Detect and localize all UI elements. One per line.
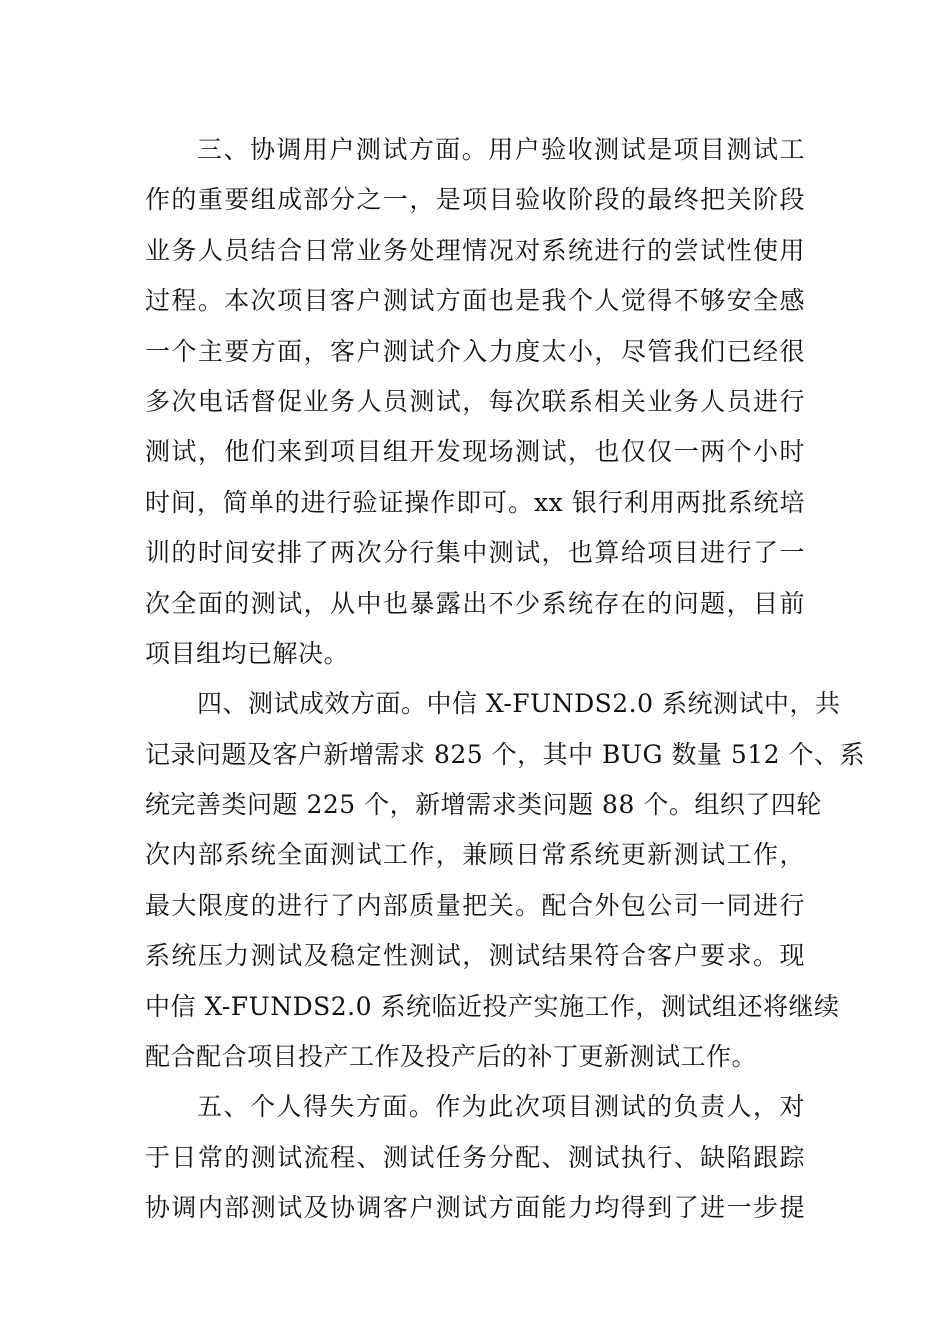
paragraph-test-results [145, 679, 866, 1082]
text-line: 配合配合项目投产工作及投产后的补丁更新测试工作。 [145, 1042, 758, 1072]
text-line: 测试，他们来到项目组开发现场测试，也仅仅一两个小时 [145, 437, 805, 467]
text-line: 业务人员结合日常业务处理情况对系统进行的尝试性使用 [145, 235, 805, 265]
text-line: 最大限度的进行了内部质量把关。配合外包公司一同进行 [145, 890, 805, 920]
text-line: 项目组均已解决。 [145, 638, 350, 668]
text-line: 协调内部测试及协调客户测试方面能力均得到了进一步提 [145, 1193, 805, 1223]
text-line: 时间，简单的进行验证操作即可。xx 银行利用两批系统培 [145, 487, 805, 517]
text-line: 四、测试成效方面。中信 X-FUNDS2.0 系统测试中，共 [197, 689, 841, 719]
text-line: 系统压力测试及稳定性测试，测试结果符合客户要求。现 [145, 941, 805, 971]
text-line: 一个主要方面，客户测试介入力度太小，尽管我们已经很 [145, 336, 805, 366]
text-line: 记录问题及客户新增需求 825 个，其中 BUG 数量 512 个、系 [145, 739, 866, 769]
document-page [145, 125, 866, 1234]
text-line: 多次电话督促业务人员测试，每次联系相关业务人员进行 [145, 386, 805, 416]
text-line: 训的时间安排了两次分行集中测试，也算给项目进行了一 [145, 538, 805, 568]
text-line: 中信 X-FUNDS2.0 系统临近投产实施工作，测试组还将继续 [145, 991, 840, 1021]
paragraph-personal-gains [145, 1082, 805, 1233]
text-line: 作的重要组成部分之一，是项目验收阶段的最终把关阶段 [145, 185, 805, 215]
text-line: 三、协调用户测试方面。用户验收测试是项目测试工 [197, 135, 805, 164]
text-line: 次全面的测试，从中也暴露出不少系统存在的问题，目前 [145, 588, 805, 618]
text-line: 于日常的测试流程、测试任务分配、测试执行、缺陷跟踪 [145, 1142, 805, 1172]
text-line: 过程。本次项目客户测试方面也是我个人觉得不够安全感 [145, 286, 805, 316]
paragraph-user-testing [145, 125, 805, 679]
text-line: 次内部系统全面测试工作，兼顾日常系统更新测试工作， [145, 840, 805, 870]
text-line: 五、个人得失方面。作为此次项目测试的负责人，对 [197, 1092, 805, 1122]
text-line: 统完善类问题 225 个，新增需求类问题 88 个。组织了四轮 [145, 790, 822, 820]
